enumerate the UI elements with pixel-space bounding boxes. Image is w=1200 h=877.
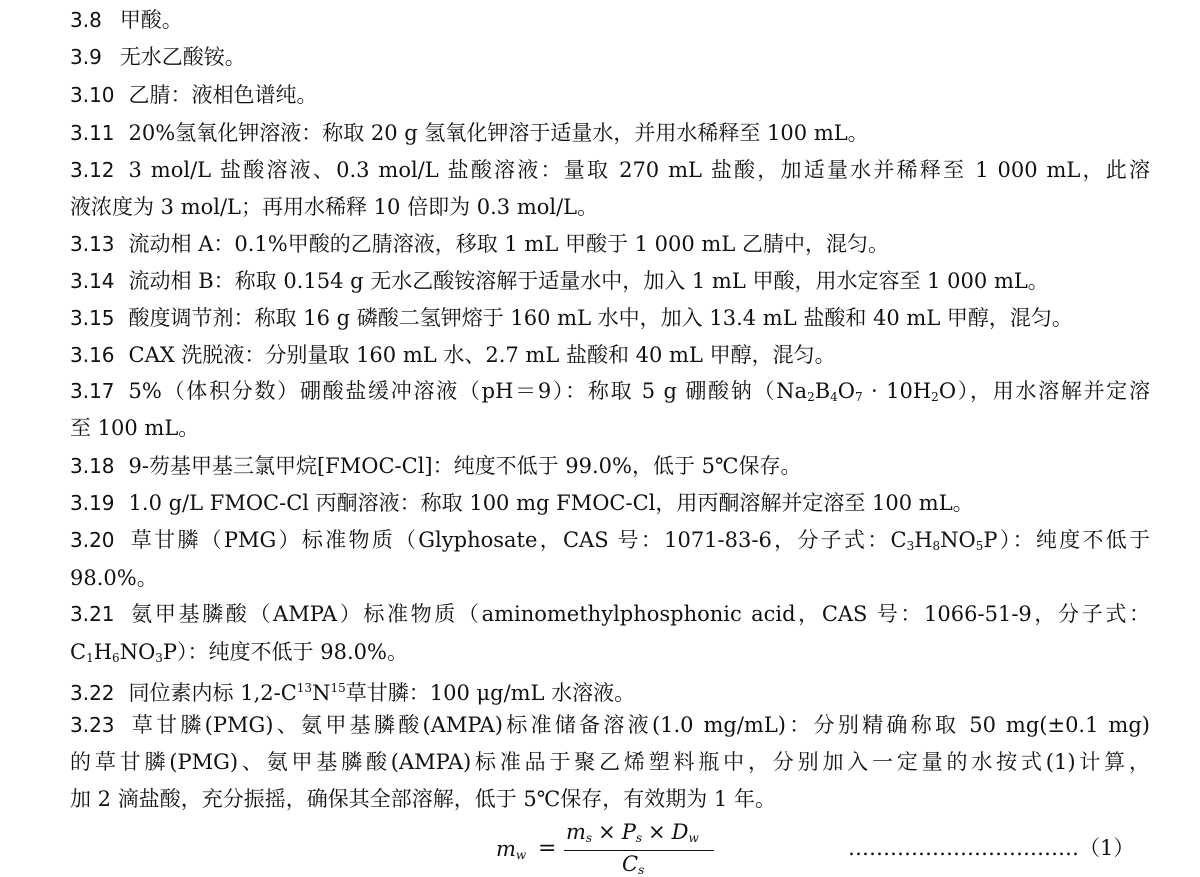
item-number: 3.18	[70, 454, 115, 478]
item-3-11	[70, 115, 1150, 151]
item-text: 无水乙酸铵。	[119, 45, 246, 69]
formula-number-label: ……………………………（1）	[848, 836, 1135, 860]
item-text: 流动相 B：称取 0.154 g 无水乙酸铵溶解于适量水中，加入 1 mL 甲酸，用水定容至 1 000 mL。	[128, 269, 1049, 293]
item-text: 流动相 A：0.1%甲酸的乙腈溶液，移取 1 mL 甲酸于 1 000 mL 乙腈中，混匀。	[128, 232, 889, 256]
item-text: 甲酸。	[119, 8, 183, 32]
fraction-bar	[564, 850, 714, 851]
item-number: 3.12	[70, 158, 115, 182]
item-3-8	[70, 2, 1150, 38]
item-number: 3.20	[70, 528, 115, 552]
item-text: 草甘膦(PMG)、氨甲基膦酸(AMPA)标准储备溶液(1.0 mg/mL)：分别精确称取 50 mg(±0.1 mg)	[128, 713, 1150, 737]
item-3-20	[70, 522, 1150, 558]
item-text: 3 mol/L 盐酸溶液、0.3 mol/L 盐酸溶液：量取 270 mL 盐酸，加适量水并稀释至 1 000 mL，此溶	[128, 158, 1150, 182]
item-text-continuation: 至 100 mL。	[70, 416, 200, 440]
item-number: 3.11	[70, 121, 115, 145]
item-3-10	[70, 77, 1150, 113]
item-text: 酸度调节剂：称取 16 g 磷酸二氢钾熔于 160 mL 水中，加入 13.4 mL 盐酸和 40 mL 甲醇，混匀。	[128, 306, 1073, 330]
item-3-17-continuation	[70, 410, 1150, 446]
item-text-continuation: $C_1H_6NO_3P$）：纯度不低于 98.0%。	[70, 640, 408, 665]
item-3-21-continuation	[70, 634, 1150, 670]
item-number: 3.10	[70, 83, 115, 107]
item-text: 同位素内标 $1,2-C^{13}N^{15}$草甘膦：100 μg/mL 水溶液。	[128, 681, 636, 705]
formula-numerator: $m_s \times P_s \times D_w$	[566, 820, 699, 845]
item-number: 3.13	[70, 232, 115, 256]
item-number: 3.22	[70, 681, 115, 705]
formula-lhs: $m_w$	[496, 837, 527, 862]
item-3-23	[70, 707, 1150, 743]
item-number: 3.19	[70, 491, 115, 515]
item-text: 20%氢氧化钾溶液：称取 20 g 氢氧化钾溶于适量水，并用水稀释至 100 mL。	[128, 121, 869, 145]
item-text-continuation: 液浓度为 3 mol/L；再用水稀释 10 倍即为 0.3 mol/L。	[70, 195, 599, 219]
item-number: 3.17	[70, 379, 115, 403]
item-3-23-continuation-2	[70, 781, 1150, 817]
item-3-19	[70, 485, 1150, 521]
item-3-23-continuation	[70, 744, 1150, 780]
item-number: 3.15	[70, 306, 115, 330]
formula-denominator: $C_s$	[622, 852, 645, 877]
item-text: 草甘膦（PMG）标准物质（Glyphosate，CAS 号：1071-83-6，分子式：$C_3H_8NO_5P$）：纯度不低于	[128, 528, 1150, 553]
item-3-21	[70, 596, 1150, 632]
item-number: 3.21	[70, 602, 115, 626]
item-3-9	[70, 39, 1150, 75]
item-3-15	[70, 300, 1150, 336]
item-text: 9-芴基甲基三氯甲烷[FMOC-Cl]：纯度不低于 99.0%，低于 5℃保存。	[128, 454, 802, 478]
formula-equals: =	[538, 836, 557, 861]
item-text-continuation: 98.0%。	[70, 566, 158, 590]
item-3-13	[70, 226, 1150, 262]
item-3-22	[70, 670, 1150, 706]
item-3-14	[70, 263, 1150, 299]
item-number: 3.23	[70, 713, 115, 737]
item-text-continuation: 的草甘膦(PMG)、氨甲基膦酸(AMPA)标准品于聚乙烯塑料瓶中，分别加入一定量的水按式(1)计算，	[70, 750, 1150, 774]
item-3-17	[70, 373, 1150, 409]
item-number: 3.9	[70, 45, 102, 69]
item-number: 3.8	[70, 8, 102, 32]
formula-1	[480, 820, 1180, 877]
item-3-12-continuation	[70, 189, 1150, 225]
item-3-20-continuation	[70, 560, 1150, 596]
item-3-12	[70, 152, 1150, 188]
item-3-16	[70, 337, 1150, 373]
item-number: 3.16	[70, 343, 115, 367]
item-text: 氨甲基膦酸（AMPA）标准物质（aminomethylphosphonic acid，CAS 号：1066-51-9，分子式：	[128, 602, 1150, 626]
item-text: 1.0 g/L FMOC-Cl 丙酮溶液：称取 100 mg FMOC-Cl，用丙酮溶解并定溶至 100 mL。	[128, 491, 974, 515]
item-text: 乙腈：液相色谱纯。	[128, 83, 318, 107]
item-text: 5%（体积分数）硼酸盐缓冲溶液（pH＝9）：称取 5 g 硼酸钠$(Na_2B_4O_7 \cdot 10H_2O)$，用水溶解并定溶	[128, 379, 1150, 404]
item-3-18	[70, 448, 1150, 484]
item-number: 3.14	[70, 269, 115, 293]
item-text: CAX 洗脱液：分别量取 160 mL 水、2.7 mL 盐酸和 40 mL 甲醇，混匀。	[128, 343, 836, 367]
item-text-continuation: 加 2 滴盐酸，充分振摇，确保其全部溶解，低于 5℃保存，有效期为 1 年。	[70, 787, 776, 811]
